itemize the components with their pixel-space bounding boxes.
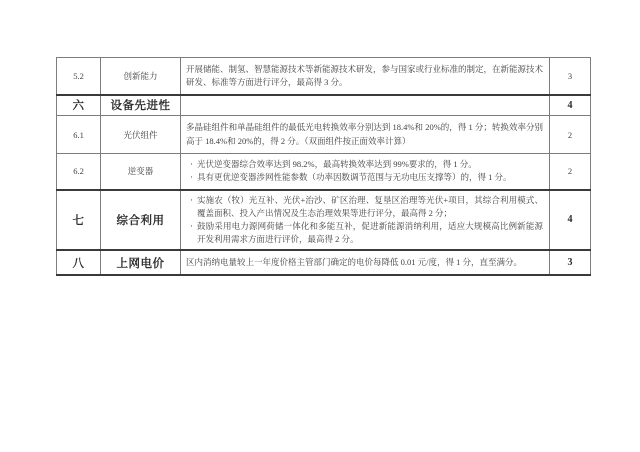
row-name-cell: 设备先进性 (101, 95, 181, 116)
row-score-cell: 3 (550, 58, 591, 95)
row-criteria-cell (181, 190, 550, 251)
row-score-cell: 2 (550, 154, 591, 190)
criteria-text: 开展储能、制氢、智慧能源技术等新能源技术研发，参与国家或行业标准的制定，在新能源技术研发、标准等方面进行评分，最高得 3 分。 (186, 63, 544, 87)
table-row (57, 95, 591, 116)
row-id-cell: 5.2 (57, 58, 101, 95)
criteria-text: 多晶硅组件和单晶硅组件的最低光电转换效率分别达到 18.4%和 20%的，得 1 分；转换效率分别高于 18.4%和 20%的，得 2 分。（双面组件按正面效率计算） (186, 122, 543, 146)
row-id-cell: 6.1 (57, 116, 101, 154)
row-name-cell: 上网电价 (101, 250, 181, 275)
row-name-cell: 逆变器 (101, 154, 181, 190)
row-id-cell: 七 (57, 190, 101, 251)
row-name-cell: 综合利用 (101, 190, 181, 251)
row-score-cell: 4 (550, 95, 591, 116)
bullet-icon: · (190, 172, 193, 183)
criteria-line (186, 256, 543, 269)
row-criteria-cell (181, 58, 550, 95)
criteria-line (186, 171, 543, 184)
bullet-icon: · (190, 194, 193, 205)
table-row (57, 154, 591, 190)
row-id-cell: 八 (57, 250, 101, 275)
row-criteria-cell (181, 154, 550, 190)
bullet-icon: · (190, 159, 193, 170)
row-id-cell: 6.2 (57, 154, 101, 190)
criteria-text: 鼓励采用电力源网荷储一体化和多能互补，促进新能源消纳利用，适应大规模高比例新能源开发利用需求方面进行评价，最高得 2 分。 (197, 220, 543, 245)
table-row (57, 58, 591, 95)
row-criteria-cell (181, 250, 550, 275)
criteria-line (186, 121, 543, 147)
row-score-cell: 3 (550, 250, 591, 275)
row-score-cell: 2 (550, 116, 591, 154)
criteria-text: 具有更优逆变器涉网性能参数（功率因数调节范围与无功电压支撑等）的，得 1 分。 (197, 172, 512, 183)
table-row (57, 190, 591, 251)
criteria-text: 区内消纳电量较上一年度价格主管部门确定的电价每降低 0.01 元/度，得 1 分，直至满分。 (186, 257, 522, 268)
criteria-text: 实施农（牧）光互补、光伏+治沙、矿区治理、复垦区治理等光伏+项目，其综合利用模式、覆盖面积、投入产出情况及生态治理效果等进行评分，最高得 2 分； (197, 194, 543, 218)
bullet-icon: · (190, 220, 193, 231)
criteria-text: 光伏逆变器综合效率达到 98.2%，最高转换效率达到 99%要求的，得 1 分。 (197, 159, 477, 170)
table-row (57, 250, 591, 275)
row-score-cell: 4 (550, 190, 591, 251)
row-criteria-cell (181, 95, 550, 116)
row-id-cell: 六 (57, 95, 101, 116)
row-name-cell: 光伏组件 (101, 116, 181, 154)
criteria-line (186, 194, 543, 220)
scoring-table-body (57, 58, 591, 276)
criteria-line (186, 158, 543, 171)
row-name-cell: 创新能力 (101, 58, 181, 95)
scoring-table (56, 57, 591, 276)
row-criteria-cell (181, 116, 550, 154)
criteria-line (186, 220, 543, 246)
table-row (57, 116, 591, 154)
criteria-line (186, 63, 543, 89)
